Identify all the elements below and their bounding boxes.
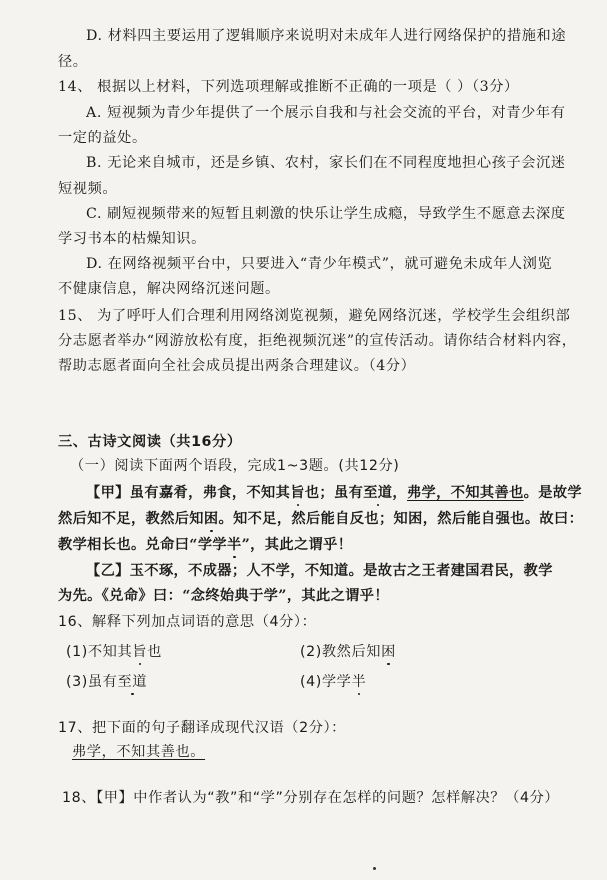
q14-option-b-line2: 短视频。 — [58, 181, 118, 197]
q17-stem: 17、把下面的句子翻译成现代汉语（2分）： — [58, 720, 346, 736]
q14-stem: 14、 根据以上材料，下列选项理解或推断不正确的一项是（ ）（3分） — [58, 79, 519, 95]
q14-option-b-line1: B. 无论来自城市，还是乡镇、农村，家长们在不同程度地担心孩子会沉迷 — [86, 155, 566, 171]
passage-jia-line3: 教学相长也。兑命曰“学学半”，其此之谓乎！ — [58, 537, 353, 553]
underlined-sentence: 弗学，不知其善也 — [406, 485, 524, 501]
q13-option-d-line2: 径。 — [58, 54, 88, 70]
q14-option-d-line1: D. 在网络视频平台中，只要进入“青少年模式”，就可避免未成年人浏览 — [86, 256, 553, 272]
passage-yi-line2: 为先。《兑命》曰：“念终始典于学”，其此之谓乎！ — [58, 588, 389, 604]
q14-option-c-line2: 学习书本的枯燥知识。 — [58, 231, 206, 247]
dotted-word-kun: 困 — [203, 511, 219, 527]
page-speck — [373, 867, 376, 870]
passage-jia-line1: 【甲】虽有嘉肴，弗食，不知其旨也；虽有至道，弗学，不知其善也。是故学 — [86, 485, 583, 501]
q14-option-d-line2: 不健康信息，解决网络沉迷问题。 — [58, 281, 280, 297]
q16-item3: (3)虽有至道 — [66, 674, 148, 690]
q15-line1: 15、 为了呼吁人们合理利用网络浏览视频，避免网络沉迷，学校学生会组织部 — [58, 308, 571, 324]
q14-option-a-line2: 一定的益处。 — [58, 130, 147, 146]
section3-title: 三、古诗文阅读（共16分） — [58, 434, 242, 450]
dotted-word-zhi: 旨 — [290, 485, 305, 501]
q16-stem: 16、解释下列加点词语的意思（4分）： — [58, 614, 317, 630]
dotted-word-zhidao: 至道 — [363, 485, 393, 501]
q14-option-a-line1: A. 短视频为青少年提供了一个展示自我和与社会交流的平台，对青少年有 — [86, 105, 566, 121]
q15-line2: 分志愿者举办“网游放松有度，拒绝视频沉迷”的宣传活动。请你结合材料内容， — [58, 333, 577, 349]
q18-stem: 18、【甲】中作者认为“教”和“学”分别存在怎样的问题？怎样解决？（4分） — [62, 790, 560, 806]
q16-item1: (1)不知其旨也 — [66, 644, 162, 660]
dotted-word-ban: 半 — [227, 537, 242, 553]
q15-line3: 帮助志愿者面向全社会成员提出两条合理建议。（4分） — [58, 358, 416, 374]
q16-item2: (2)教然后知困 — [300, 644, 396, 660]
q16-item4: (4)学学半 — [300, 674, 367, 690]
q14-option-c-line1: C. 刷短视频带来的短暂且刺激的快乐让学生成瘾，导致学生不愿意去深度 — [86, 206, 566, 222]
passage-yi-line1: 【乙】玉不琢，不成器；人不学，不知道。是故古之王者建国君民，教学 — [86, 563, 553, 579]
q17-sentence: 弗学，不知其善也。 — [72, 744, 206, 760]
q13-option-d-line1: D. 材料四主要运用了逻辑顺序来说明对未成年人进行网络保护的措施和途 — [86, 28, 567, 44]
passage-jia-line2: 然后知不足，教然后知困。知不足，然后能自反也；知困，然后能自强也。故曰： — [58, 511, 584, 527]
section3-subtitle: （一）阅读下面两个语段，完成1~3题。(共12分) — [70, 458, 400, 474]
